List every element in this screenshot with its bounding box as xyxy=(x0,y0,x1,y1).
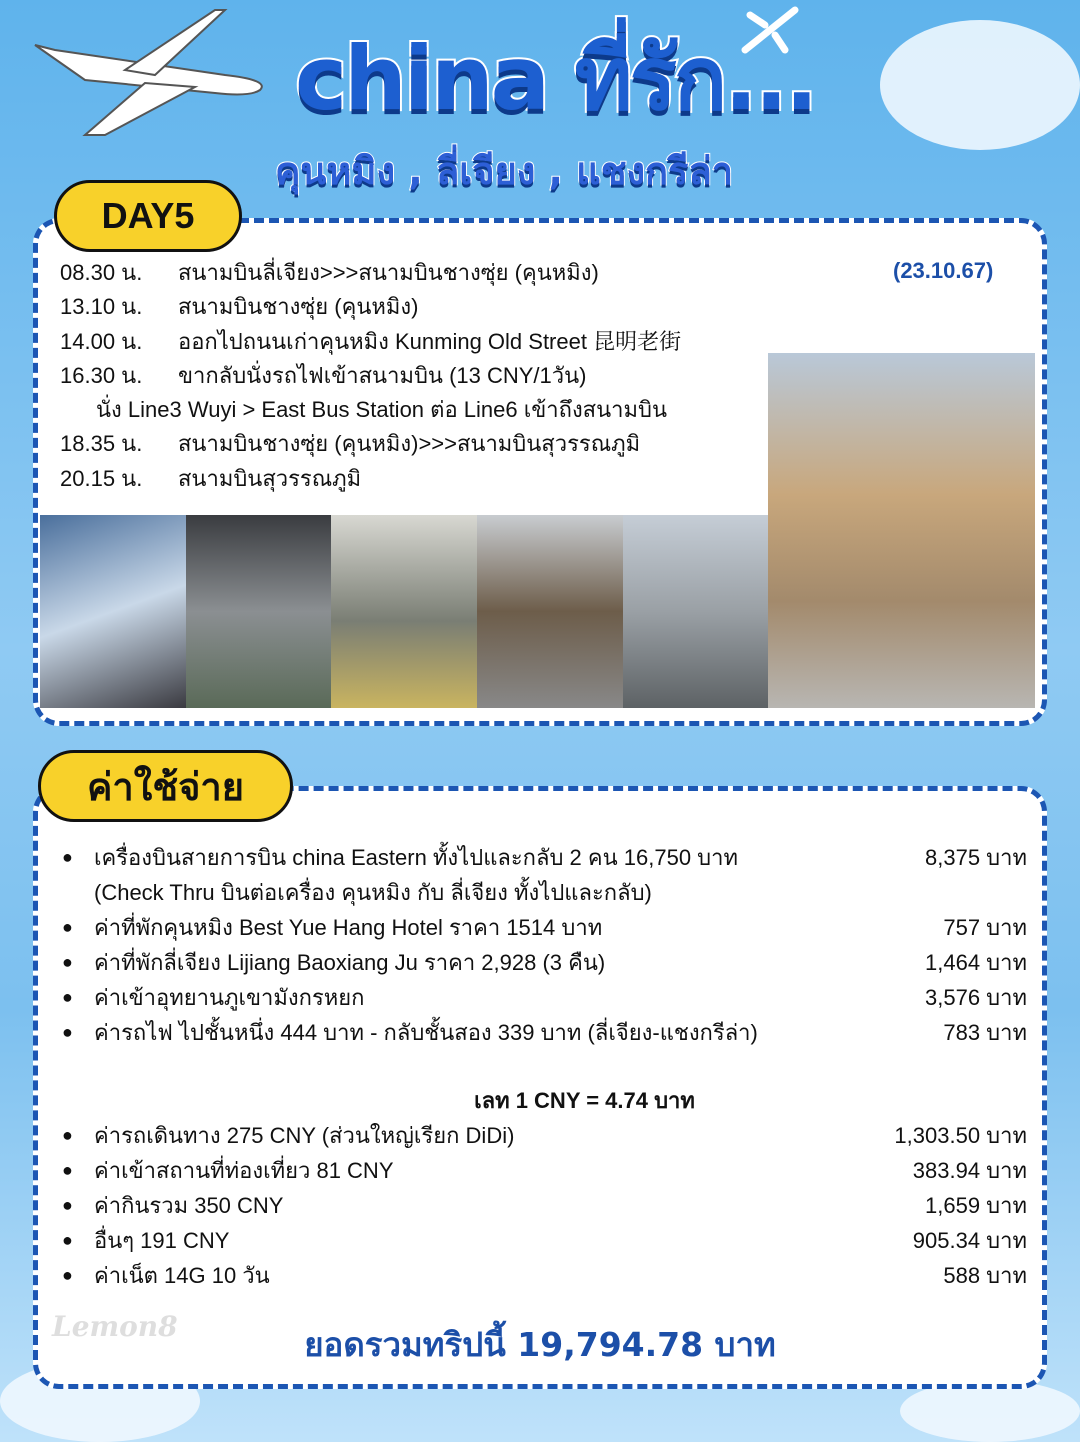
expense-label: ค่ากินรวม 350 CNY xyxy=(94,1193,284,1218)
bullet-icon: ● xyxy=(62,1265,73,1285)
expense-amount: 1,659 บาท xyxy=(925,1193,1027,1218)
expense-note: (Check Thru บินต่อเครื่อง คุนหมิง กับ ลี่เจียง ทั้งไปและกลับ) xyxy=(94,880,652,905)
bullet-icon: ● xyxy=(62,1125,73,1145)
schedule-text: ออกไปถนนเก่าคุนหมิง Kunming Old Street 昆明老街 xyxy=(178,328,682,354)
photo-airplane-window xyxy=(40,515,186,708)
bullet-icon: ● xyxy=(62,847,73,867)
expense-item xyxy=(62,1188,1027,1223)
schedule-time: 08.30 น. xyxy=(60,260,143,285)
schedule-item xyxy=(60,462,760,496)
expense-label: เครื่องบินสายการบิน china Eastern ทั้งไปและกลับ 2 คน 16,750 บาท xyxy=(94,845,738,870)
bullet-icon: ● xyxy=(62,917,73,937)
schedule-item xyxy=(60,427,760,461)
expense-amount: 757 บาท xyxy=(943,915,1027,940)
schedule-item xyxy=(60,325,760,359)
bullet-icon: ● xyxy=(62,1195,73,1215)
schedule-text: ขากลับนั่งรถไฟเข้าสนามบิน (13 CNY/1วัน) xyxy=(178,362,587,388)
expense-amount: 1,464 บาท xyxy=(925,950,1027,975)
expenses-label: ค่าใช้จ่าย xyxy=(38,750,293,822)
expense-label: ค่าเน็ต 14G 10 วัน xyxy=(94,1263,270,1288)
schedule-item xyxy=(60,359,760,393)
cloud xyxy=(880,20,1080,150)
expense-item xyxy=(62,1153,1027,1188)
page-title: china ที่รัก... xyxy=(295,27,816,130)
schedule-time: 18.35 น. xyxy=(60,431,143,457)
expense-item xyxy=(62,980,1027,1015)
schedule-time: 16.30 น. xyxy=(60,362,143,388)
schedule-time: 20.15 น. xyxy=(60,465,143,491)
schedule-list xyxy=(60,256,760,496)
expense-item xyxy=(62,910,1027,945)
expense-amount: 8,375 บาท xyxy=(925,845,1027,870)
expense-amount: 383.94 บาท xyxy=(912,1158,1027,1183)
photo-tower-building xyxy=(768,353,1035,708)
expense-label: ค่าที่พักลี่เจียง Lijiang Baoxiang Ju ราคา 2,928 (3 คืน) xyxy=(94,950,606,975)
schedule-text: สนามบินชางซุ่ย (คุนหมิง)>>>สนามบินสุวรรณภูมิ xyxy=(178,431,641,457)
expense-amount: 3,576 บาท xyxy=(925,985,1027,1010)
expense-label: ค่ารถไฟ ไปชั้นหนึ่ง 444 บาท - กลับชั้นสอง 339 บาท (ลี่เจียง-แชงกรีล่า) xyxy=(94,1020,758,1045)
schedule-item xyxy=(60,256,760,290)
schedule-time: 14.00 น. xyxy=(60,328,143,354)
expense-item xyxy=(62,1258,1027,1293)
expense-amount: 1,303.50 บาท xyxy=(894,1123,1027,1148)
expense-label: อื่นๆ 191 CNY xyxy=(94,1228,230,1253)
bullet-icon: ● xyxy=(62,1230,73,1250)
expense-label: ค่ารถเดินทาง 275 CNY (ส่วนใหญ่เรียก DiDi) xyxy=(94,1123,515,1148)
expense-item xyxy=(62,1015,1027,1050)
exchange-rate: เลท 1 CNY = 4.74 บาท xyxy=(474,1088,695,1113)
expense-item xyxy=(62,945,1027,980)
page-subtitle: คุนหมิง , ลี่เจียง , แชงกรีล่า xyxy=(275,149,734,193)
schedule-text: สนามบินชางซุ่ย (คุนหมิง) xyxy=(178,294,419,320)
expense-label: ค่าที่พักคุนหมิง Best Yue Hang Hotel ราคา 1514 บาท xyxy=(94,915,603,940)
photo-city-street xyxy=(623,515,768,708)
lemon8-watermark: Lemon8 xyxy=(52,1310,178,1343)
trip-total: ยอดรวมทริปนี้ 19,794.78 บาท xyxy=(304,1325,776,1364)
bullet-icon: ● xyxy=(62,952,73,972)
schedule-item xyxy=(60,393,760,427)
expense-item xyxy=(62,840,1027,875)
cloud xyxy=(900,1380,1080,1442)
schedule-time: 13.10 น. xyxy=(60,294,143,320)
expense-amount: 783 บาท xyxy=(943,1020,1027,1045)
schedule-text: สนามบินสุวรรณภูมิ xyxy=(178,465,362,491)
expense-amount: 905.34 บาท xyxy=(912,1228,1027,1253)
schedule-text: นั่ง Line3 Wuyi > East Bus Station ต่อ Line6 เข้าถึงสนามบิน xyxy=(96,397,668,423)
bullet-icon: ● xyxy=(62,1160,73,1180)
expense-label: ค่าเข้าอุทยานภูเขามังกรหยก xyxy=(94,985,365,1010)
schedule-text: สนามบินลี่เจียง>>>สนามบินชางซุ่ย (คุนหมิง) xyxy=(178,260,599,285)
expense-item xyxy=(62,1223,1027,1258)
expense-amount: 588 บาท xyxy=(943,1263,1027,1288)
bullet-icon: ● xyxy=(62,1022,73,1042)
photo-old-street xyxy=(477,515,623,708)
photo-metro-platform xyxy=(331,515,477,708)
expense-label: ค่าเข้าสถานที่ท่องเที่ยว 81 CNY xyxy=(94,1158,394,1183)
day-label: DAY5 xyxy=(54,180,242,252)
expense-item xyxy=(62,1118,1027,1153)
photo-metro-entrance xyxy=(186,515,331,708)
trip-date: (23.10.67) xyxy=(893,258,994,283)
bullet-icon: ● xyxy=(62,987,73,1007)
expense-list xyxy=(62,840,1027,1293)
airplane-icon xyxy=(25,5,275,145)
schedule-item xyxy=(60,290,760,324)
